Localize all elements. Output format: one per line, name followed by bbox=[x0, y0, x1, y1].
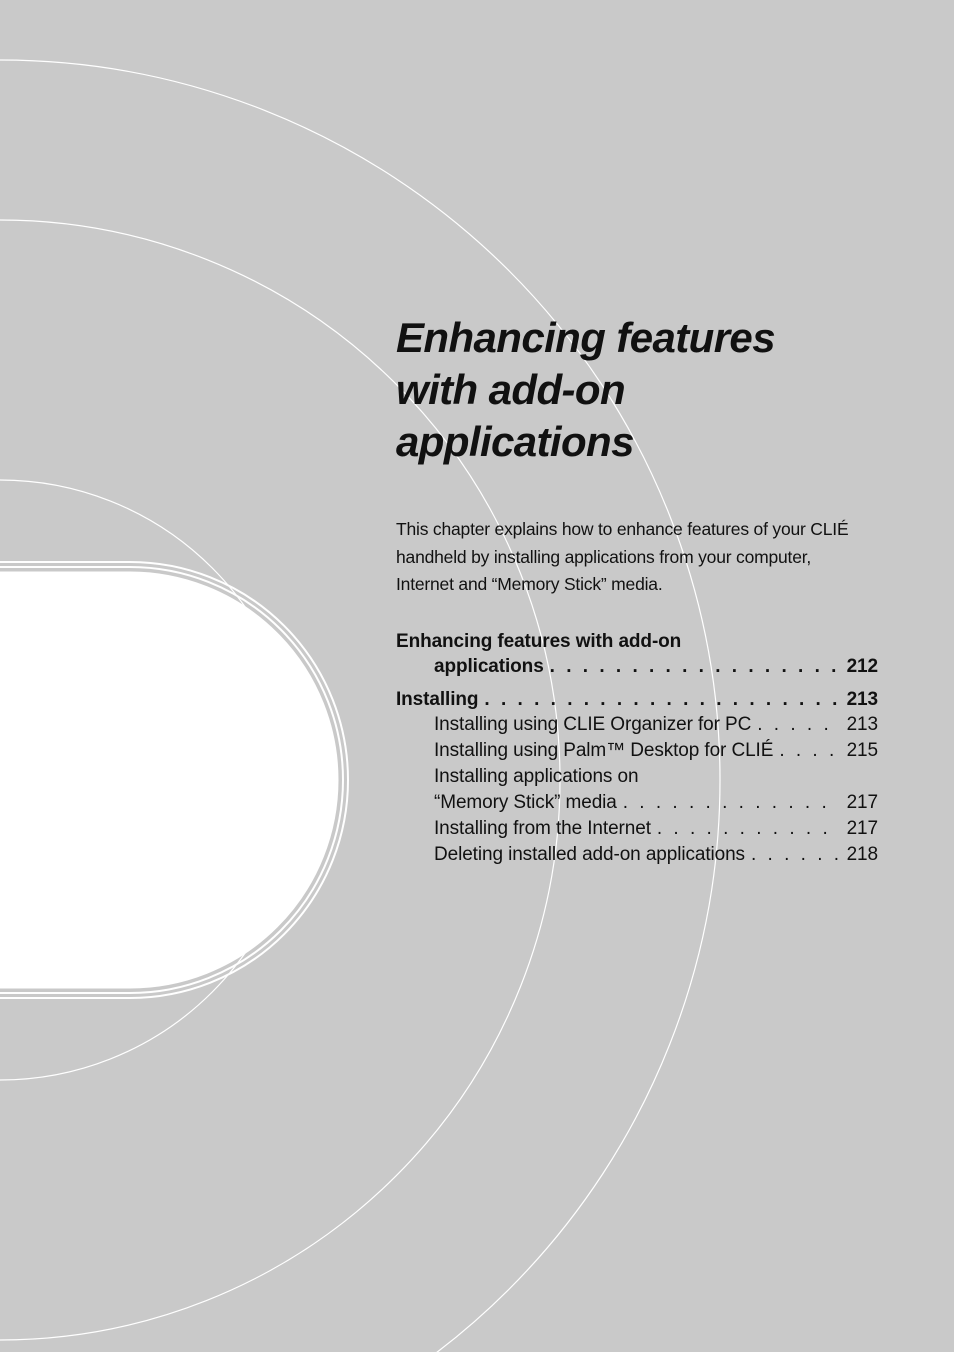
toc-section-installing bbox=[396, 687, 878, 868]
chapter-intro bbox=[396, 516, 878, 599]
toc-entry-label: Installing bbox=[396, 688, 479, 710]
toc-page-number: 213 bbox=[846, 688, 878, 710]
toc-entry-label: Installing applications on bbox=[434, 765, 639, 787]
chapter-title-line: applications bbox=[396, 418, 634, 465]
toc-leader-dots bbox=[623, 790, 838, 816]
toc-leader-dots bbox=[779, 738, 838, 764]
toc-entry-label: applications bbox=[434, 655, 544, 677]
chapter-title-line: with add-on bbox=[396, 366, 626, 413]
toc-entry-label: Installing using CLIE Organizer for PC bbox=[434, 713, 752, 735]
intro-line: handheld by installing applications from your computer, bbox=[396, 546, 812, 567]
intro-line: Internet and “Memory Stick” media. bbox=[396, 574, 663, 594]
toc-page-number: 218 bbox=[846, 843, 878, 865]
toc-entry-heading[interactable] bbox=[396, 687, 878, 712]
toc-leader-dots bbox=[484, 687, 838, 712]
white-capsule-panel bbox=[0, 572, 338, 988]
intro-line: This chapter explains how to enhance features of your CLIÉ bbox=[396, 519, 849, 539]
toc-entry[interactable] bbox=[396, 712, 878, 738]
chapter-content bbox=[396, 312, 878, 876]
toc-entry[interactable] bbox=[396, 816, 878, 842]
toc-leader-dots bbox=[751, 842, 838, 868]
toc-entry-heading[interactable] bbox=[396, 629, 878, 654]
toc-entry[interactable] bbox=[396, 764, 878, 790]
toc-entry[interactable] bbox=[396, 738, 878, 764]
chapter-title bbox=[396, 312, 878, 468]
toc-entry[interactable] bbox=[396, 790, 878, 816]
toc-leader-dots bbox=[657, 816, 838, 842]
toc-leader-dots bbox=[550, 654, 838, 679]
toc-entry-heading[interactable] bbox=[396, 654, 878, 679]
toc-entry-label: Deleting installed add-on applications bbox=[434, 843, 745, 865]
toc-page-number: 215 bbox=[846, 739, 878, 761]
toc-leader-dots bbox=[757, 712, 838, 738]
toc-entry-label: Enhancing features with add-on bbox=[396, 630, 682, 652]
toc-entry-label: Installing using Palm™ Desktop for CLIÉ bbox=[434, 739, 774, 761]
toc-page-number: 212 bbox=[846, 655, 878, 677]
chapter-title-line: Enhancing features bbox=[396, 314, 775, 361]
toc-page-number: 213 bbox=[846, 713, 878, 735]
toc-entry[interactable] bbox=[396, 842, 878, 868]
toc-page-number: 217 bbox=[846, 817, 878, 839]
toc-entry-label: “Memory Stick” media bbox=[434, 791, 617, 813]
toc-section-enhancing bbox=[396, 629, 878, 679]
toc-page-number: 217 bbox=[846, 791, 878, 813]
table-of-contents bbox=[396, 629, 878, 868]
toc-entry-label: Installing from the Internet bbox=[434, 817, 651, 839]
